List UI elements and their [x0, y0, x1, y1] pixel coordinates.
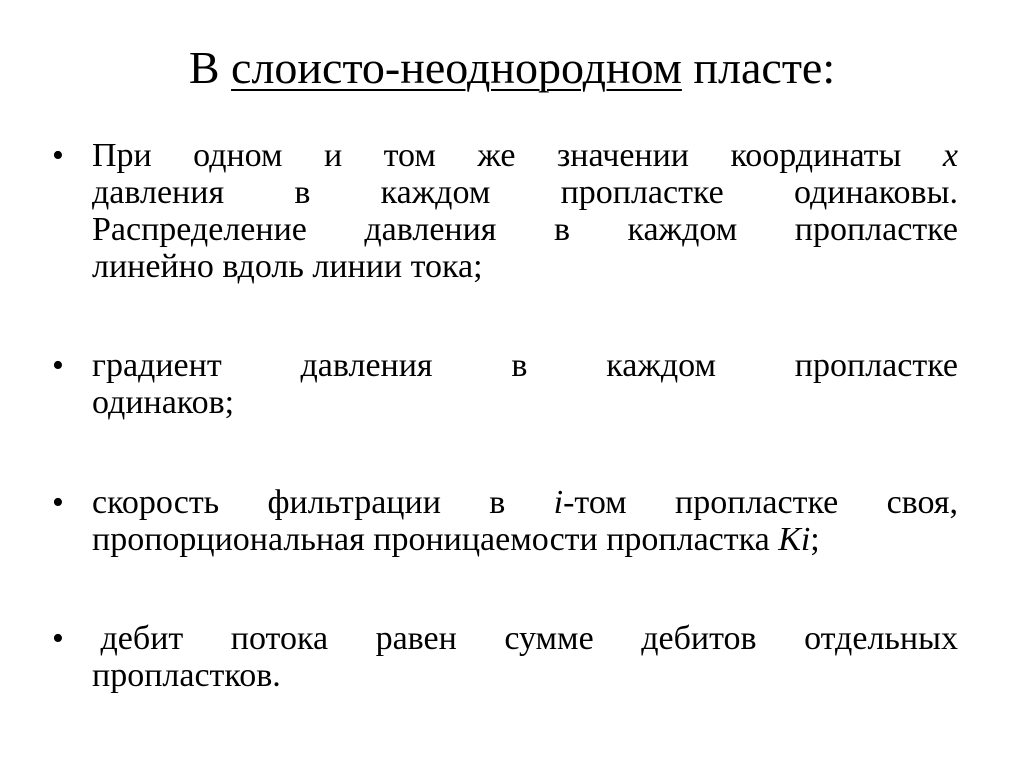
bullet-text [92, 484, 958, 558]
word: давления [92, 174, 225, 211]
word: Распределение [92, 211, 307, 248]
text-line: линейно вдоль линии тока; [92, 248, 483, 285]
text-line [92, 347, 958, 384]
text-line: пропластков. [92, 657, 281, 694]
word: том [383, 137, 436, 174]
word: в [294, 174, 311, 211]
text-line [92, 211, 958, 248]
text-run: пропорциональная проницаемости пропластка [92, 521, 779, 558]
word: давления [364, 211, 497, 248]
word: в [511, 347, 528, 384]
word: равен [375, 620, 457, 657]
word: При [92, 137, 152, 174]
word: своя, [886, 484, 958, 521]
word: сумме [504, 620, 594, 657]
word: в [553, 211, 571, 248]
title-prefix: В [188, 42, 232, 93]
word: координаты [730, 137, 902, 174]
word: каждом [606, 347, 716, 384]
word: одинаковы. [793, 174, 958, 211]
word: отдельных [804, 620, 958, 657]
word: одном [193, 137, 283, 174]
text-line [92, 521, 958, 558]
word [554, 484, 627, 521]
word: дебитов [641, 620, 757, 657]
word: пропластке [675, 484, 839, 521]
word: пропластке [560, 174, 724, 211]
word: же [477, 137, 516, 174]
slide-title [0, 38, 1024, 98]
variable-x: x [942, 137, 958, 174]
title-underlined: слоисто-неоднородном [231, 42, 682, 93]
word: пропластке [794, 347, 958, 384]
bullet-marker: • [52, 484, 64, 521]
text-line [92, 174, 958, 211]
bullet-marker: • [52, 620, 64, 657]
word: каждом [627, 211, 738, 248]
text-run: ; [810, 521, 820, 558]
bullet-text [92, 347, 958, 421]
word: в [489, 484, 506, 521]
variable-ki: Кi [778, 521, 811, 558]
text-line [92, 484, 958, 521]
variable-i: i [553, 484, 564, 521]
bullet-marker: • [52, 137, 64, 174]
text-line [92, 137, 958, 174]
word: и [323, 137, 343, 174]
bullet-marker: • [52, 347, 64, 384]
word: пропластке [794, 211, 958, 248]
bullet-text [92, 137, 958, 285]
word: дебит [92, 620, 184, 657]
word: скорость [92, 484, 220, 521]
word: значении [556, 137, 690, 174]
word-suffix: -том [563, 484, 627, 521]
word: градиент [92, 347, 222, 384]
word: давления [300, 347, 433, 384]
word: фильтрации [267, 484, 441, 521]
text-line: одинаков; [92, 384, 235, 421]
title-suffix: пласте: [681, 42, 836, 93]
word: потока [230, 620, 329, 657]
text-line [92, 620, 958, 657]
word: каждом [380, 174, 491, 211]
bullet-text [92, 620, 958, 694]
